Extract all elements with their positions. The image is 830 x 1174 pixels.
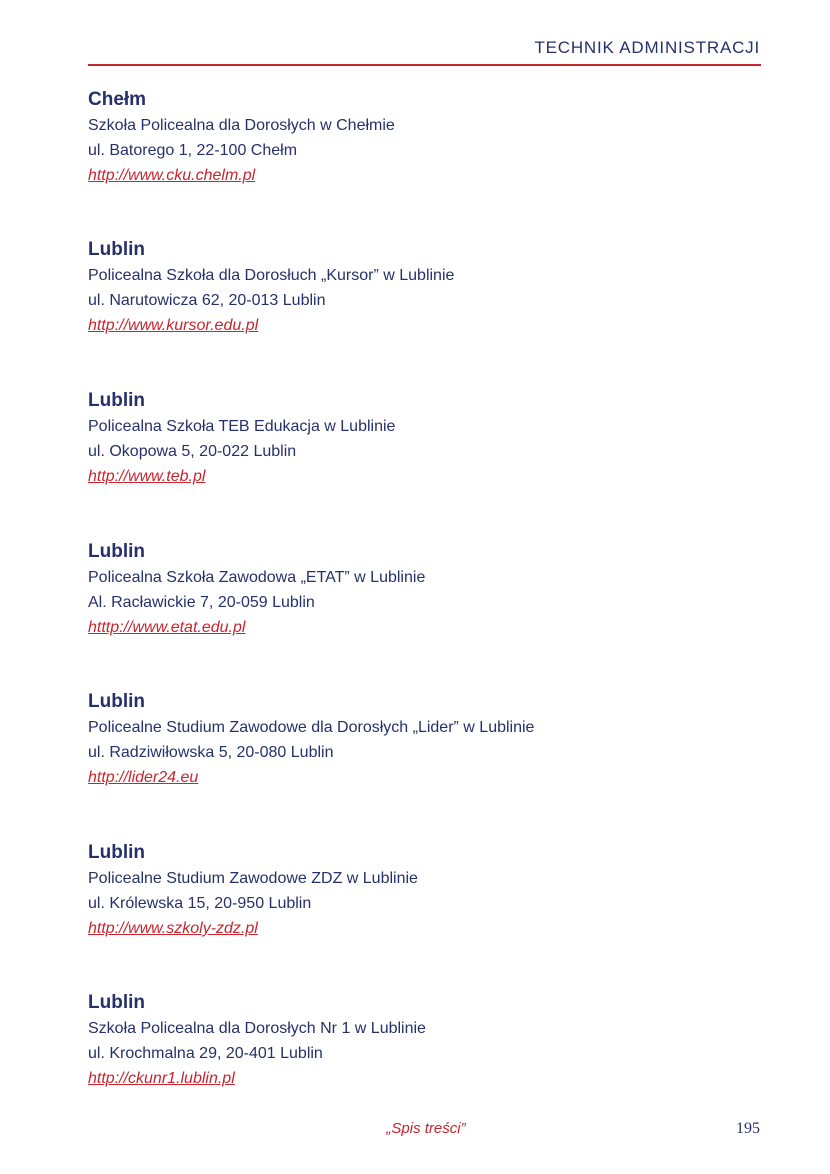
school-entry [88, 989, 760, 1091]
entry-website-link[interactable]: http://www.szkoly-zdz.pl [88, 920, 258, 937]
table-of-contents-link[interactable]: „Spis treści” [386, 1120, 466, 1137]
entry-city: Lublin [88, 390, 145, 411]
entry-address: Al. Racławickie 7, 20-059 Lublin [88, 594, 315, 611]
entry-school-name: Szkoła Policealna dla Dorosłych Nr 1 w Lublinie [88, 1020, 426, 1037]
entry-city: Lublin [88, 842, 145, 863]
entry-school-name: Policealna Szkoła Zawodowa „ETAT” w Lublinie [88, 569, 426, 586]
entry-website-link[interactable]: htttp://www.etat.edu.pl [88, 619, 246, 636]
entry-school-name: Policealne Studium Zawodowe ZDZ w Lublinie [88, 870, 418, 887]
footer-toc [0, 1120, 830, 1137]
header-rule [88, 64, 761, 66]
entry-website-link[interactable]: http://ckunr1.lublin.pl [88, 1070, 235, 1087]
entry-address: ul. Królewska 15, 20-950 Lublin [88, 895, 312, 912]
entry-city: Lublin [88, 992, 145, 1013]
school-entry [88, 86, 760, 188]
entry-address: ul. Batorego 1, 22-100 Chełm [88, 142, 298, 159]
entry-address: ul. Okopowa 5, 20-022 Lublin [88, 443, 297, 460]
school-entry [88, 538, 760, 640]
entry-city: Lublin [88, 691, 145, 712]
entry-city: Lublin [88, 239, 145, 260]
entry-school-name: Policealna Szkoła dla Dorosłuch „Kursor” w Lublinie [88, 267, 455, 284]
entry-city: Lublin [88, 541, 145, 562]
school-entry [88, 839, 760, 941]
entry-website-link[interactable]: http://www.kursor.edu.pl [88, 317, 259, 334]
school-entry [88, 236, 760, 338]
entry-address: ul. Narutowicza 62, 20-013 Lublin [88, 292, 326, 309]
page-number: 195 [736, 1120, 760, 1137]
school-entry [88, 688, 760, 790]
entry-school-name: Policealne Studium Zawodowe dla Dorosłych „Lider” w Lublinie [88, 719, 535, 736]
entry-website-link[interactable]: http://lider24.eu [88, 769, 199, 786]
entry-address: ul. Krochmalna 29, 20-401 Lublin [88, 1045, 323, 1062]
school-entry [88, 387, 760, 489]
header-title: TECHNIK ADMINISTRACJI [534, 38, 760, 57]
entry-school-name: Szkoła Policealna dla Dorosłych w Chełmie [88, 117, 395, 134]
entry-school-name: Policealna Szkoła TEB Edukacja w Lublinie [88, 418, 396, 435]
entry-address: ul. Radziwiłowska 5, 20-080 Lublin [88, 744, 334, 761]
entry-website-link[interactable]: http://www.cku.chelm.pl [88, 167, 256, 184]
entry-website-link[interactable]: http://www.teb.pl [88, 468, 206, 485]
entry-city: Chełm [88, 89, 147, 110]
